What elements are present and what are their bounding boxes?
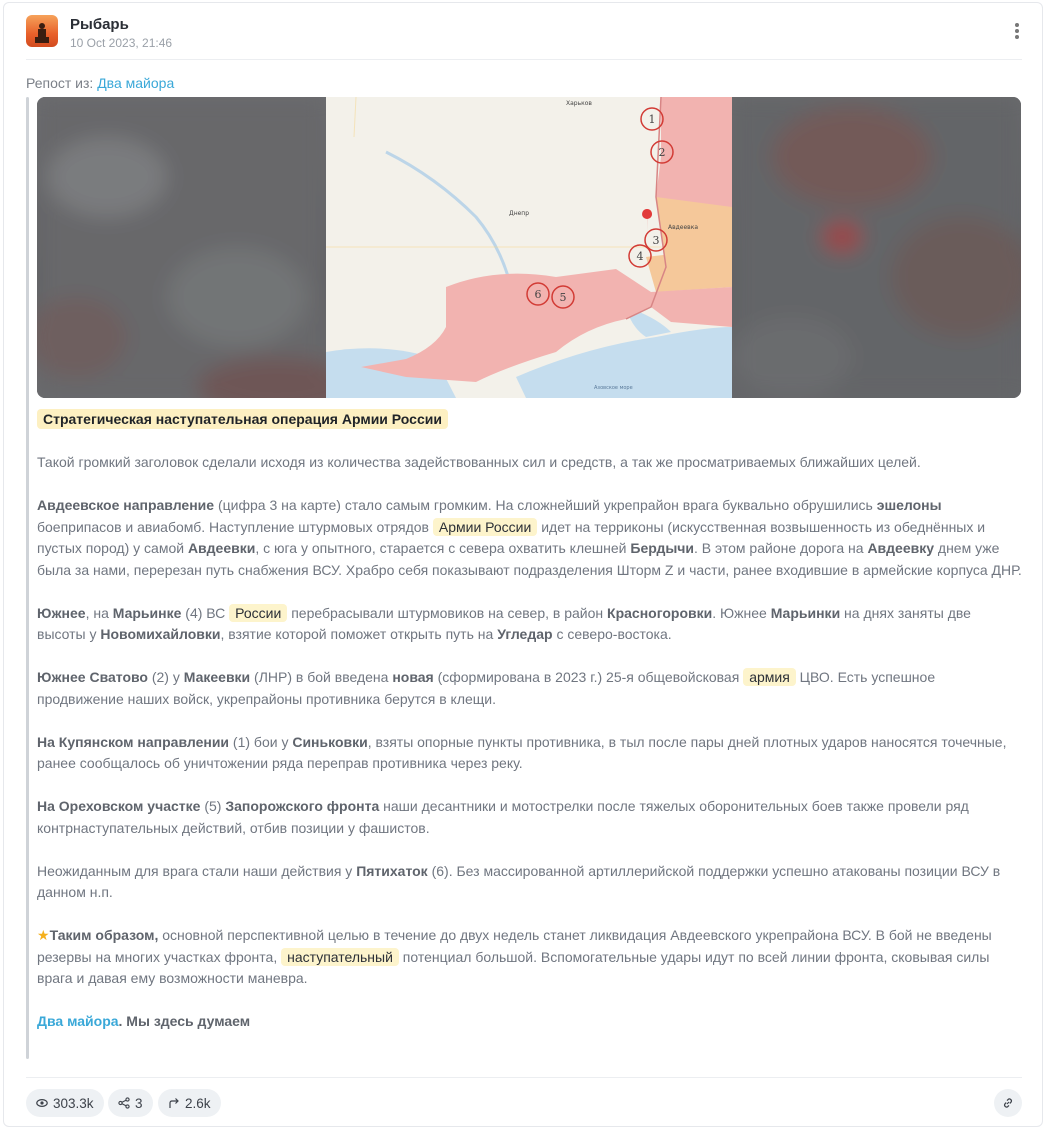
p4-text-3: (сформирована в 2023 г.) 25-я общевойсковая (433, 669, 744, 685)
views-count: 303.3k (53, 1095, 94, 1111)
signature-link[interactable]: Два майора (37, 1013, 119, 1029)
paragraph-8 (37, 925, 1022, 990)
p2-highlight[interactable]: Армии России (433, 518, 537, 536)
p4-text-2: (ЛНР) в бой введена (250, 669, 393, 685)
p5-text-1: (1) бои у (229, 733, 293, 750)
p2-text-3: идет на терриконы (искусственная возвышенность из обеднённых и пустых пород) у самой (37, 518, 986, 556)
p2-bold-3: Авдеевки (187, 540, 256, 556)
p6-bold-1: На Ореховском участке (37, 798, 201, 814)
p2-text-6: днем уже была за нами, перерезан путь снабжения ВСУ. Храбро себя показывают подразделения Шторм Z и части, ранее входившие в армейские корпуса ДНР. (37, 540, 1022, 578)
post-title[interactable]: Стратегическая наступательная операция Армии России (37, 409, 448, 429)
post-text (37, 409, 1022, 1054)
p3-text-7: с северо-востока. (552, 626, 672, 642)
p6-text-1: (5) (200, 798, 226, 814)
p2-bold-5: Авдеевку (867, 540, 935, 556)
repost-line (26, 75, 174, 91)
map-label-dnepr: Днепр (509, 210, 530, 217)
p8-text-2: потенциал большой. Вспомогательные удары идут по всей линии фронта, сковывая силы врага и давая ему возможности маневра. (37, 948, 990, 986)
p2-bold-2: эшелоны (876, 497, 942, 513)
signature (37, 1011, 1022, 1033)
p3-bold-1: Южнее (37, 604, 86, 621)
star-icon: ★ (37, 927, 50, 943)
front-line-map (326, 97, 732, 398)
p4-highlight[interactable]: армия (743, 668, 796, 686)
p2-text-4: , с юга у опытного, старается с севера охватить клешней (255, 540, 631, 556)
link-icon (1002, 1097, 1014, 1109)
map-marker-3-label: 3 (652, 234, 660, 247)
map-label-avdeevka: Авдеевка (668, 224, 699, 231)
map-label-kharkov: Харьков (566, 100, 592, 107)
p4-text-1: (2) у (147, 669, 184, 685)
paragraph-5 (37, 732, 1022, 775)
p8-bold-1: Таким образом, (49, 927, 159, 943)
post-footer (26, 1089, 1022, 1117)
p7-text-1: Неожиданным для врага стали наши действия у (37, 862, 357, 879)
repost-prefix: Репост из: (26, 75, 98, 91)
p3-text-4: . Южнее (712, 604, 771, 621)
p3-bold-3: Красногоровки (607, 604, 713, 621)
p2-bold-4: Бердычи (630, 540, 695, 556)
signature-text: . Мы здесь думаем (118, 1013, 251, 1029)
more-options-icon[interactable] (1008, 21, 1026, 43)
p3-highlight[interactable]: России (229, 604, 287, 622)
paragraph-4 (37, 667, 1022, 710)
eye-icon (36, 1097, 48, 1109)
p8-text-1: основной перспективной целью в течение до двух недель станет ликвидация Авдеевского укрепрайона ВСУ. В бой не введены резервы на многих участках фронта, (37, 927, 992, 965)
channel-name[interactable]: Рыбарь (70, 16, 129, 33)
paragraph-2 (37, 495, 1022, 581)
p4-bold-2: Макеевки (183, 669, 251, 685)
p3-text-2: (4) ВС (181, 604, 230, 621)
p3-bold-5: Новомихайловки (100, 626, 221, 642)
p3-text-5: на днях заняты две высоты у (37, 604, 971, 642)
map-marker-6-label: 6 (534, 288, 542, 301)
blurred-map-left (37, 97, 326, 398)
p5-bold-2: Синьковки (292, 733, 368, 750)
p2-text-5: . В этом районе дорога на (694, 540, 868, 556)
avatar[interactable] (26, 15, 58, 47)
p7-bold-1: Пятихаток (356, 862, 428, 879)
p3-text-3: перебрасывали штурмовиков на север, в район (287, 604, 608, 621)
views-counter[interactable] (26, 1089, 104, 1117)
share-icon (118, 1097, 130, 1109)
p4-bold-3: новая (392, 669, 434, 685)
repost-source-link[interactable]: Два майора (97, 75, 175, 91)
post-card (3, 2, 1043, 1127)
footer-divider (26, 1077, 1022, 1078)
p3-text-1: , на (85, 604, 113, 621)
blurred-map-right (732, 97, 1021, 398)
reposts-counter[interactable] (158, 1089, 221, 1117)
header-divider (26, 59, 1022, 60)
map-marker-1-label: 1 (648, 113, 656, 126)
paragraph-7 (37, 861, 1022, 904)
fisherman-icon (35, 23, 49, 43)
map-marker-4-label: 4 (636, 250, 644, 263)
copy-link-button[interactable] (994, 1089, 1022, 1117)
p3-bold-2: Марьинке (112, 604, 182, 621)
shares-counter[interactable] (108, 1089, 153, 1117)
p3-bold-6: Угледар (497, 626, 553, 642)
p8-highlight[interactable]: наступательный (281, 948, 399, 966)
map-marker-5-label: 5 (559, 291, 567, 304)
p2-text-2: боеприпасов и авиабомб. Наступление штурмовых отрядов (37, 518, 433, 535)
p3-text-6: , взятие которой поможет открыть путь на (220, 626, 498, 642)
p6-bold-2: Запорожского фронта (225, 798, 380, 814)
map-label-azov: Азовское море (594, 385, 633, 391)
p6-text-2: наши десантники и мотострелки после тяжелых оборонительных боев также провели ряд контрнаступательных действий, отбив позиции у фашистов. (37, 798, 969, 836)
paragraph-3 (37, 603, 1022, 646)
paragraph-1: Такой громкий заголовок сделали исходя из количества задействованных сил и средств, а так же просматриваемых ближайших целей. (37, 454, 921, 470)
post-date[interactable]: 10 Oct 2023, 21:46 (70, 36, 173, 50)
p5-text-2: , взяты опорные пункты противника, в тыл после пары дней плотных ударов наносятся точечные, ранее сообщалось об уничтожении ряда переправ противника через реку. (37, 733, 1007, 771)
p2-bold-1: Авдеевское направление (37, 497, 215, 513)
p4-bold-1: Южнее Сватово (37, 669, 148, 685)
map-marker-2-label: 2 (658, 146, 666, 159)
post-image[interactable] (37, 97, 1021, 398)
post-header (26, 15, 1026, 55)
reposts-count: 2.6k (185, 1095, 211, 1111)
p5-bold-1: На Купянском направлении (37, 733, 230, 750)
p2-text-1: (цифра 3 на карте) стало самым громким. На сложнейший укрепрайон врага буквально обрушились (214, 497, 877, 513)
p7-text-2: (6). Без массированной артиллерийской поддержки успешно атакованы позиции ВСУ в данном н.п. (37, 862, 1001, 900)
shares-count: 3 (135, 1095, 143, 1111)
quote-bar (26, 97, 29, 1059)
forward-icon (168, 1097, 180, 1109)
p3-bold-4: Марьинки (770, 604, 841, 621)
p4-text-4: ЦВО. Есть успешное продвижение наших войск, укрепрайоны противника берутся в клещи. (37, 669, 936, 707)
image-blur-left (37, 97, 326, 398)
image-blur-right (732, 97, 1021, 398)
paragraph-6 (37, 796, 1022, 839)
